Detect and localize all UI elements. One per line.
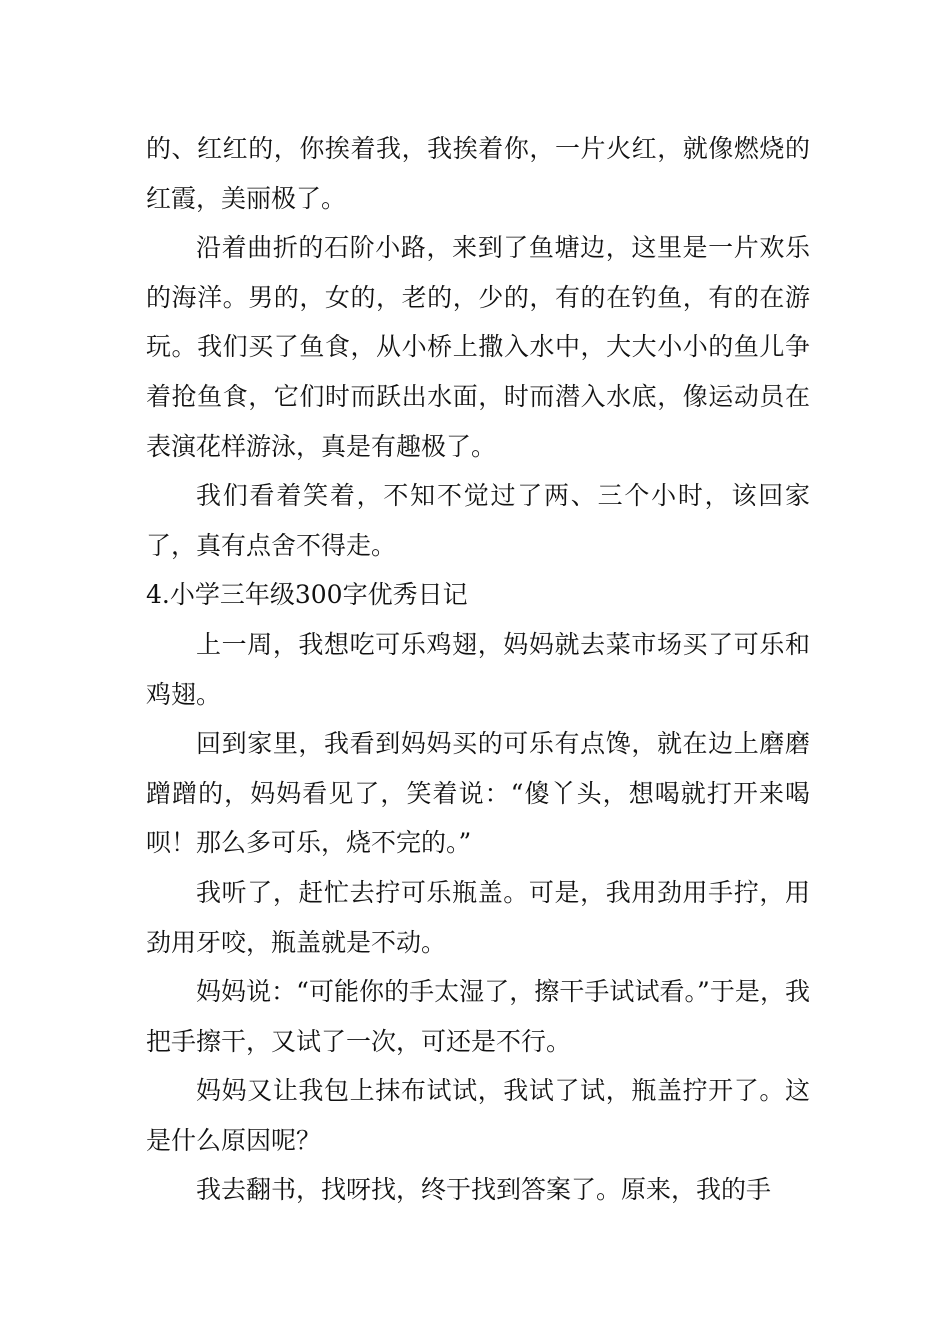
- document-body: [146, 124, 810, 1215]
- paragraph-twist-cap: 我听了，赶忙去拧可乐瓶盖。可是，我用劲用手拧，用劲用牙咬，瓶盖就是不动。: [146, 877, 810, 957]
- paragraph-last-week: 上一周，我想吃可乐鸡翅，妈妈就去菜市场买了可乐和鸡翅。: [146, 629, 810, 709]
- paragraph-going-home: 我们看着笑着，不知不觉过了两、三个小时，该回家了，真有点舍不得走。: [146, 481, 810, 560]
- paragraph-dry-hands: 妈妈说：“可能你的手太湿了，擦干手试试看。”于是，我把手擦干，又试了一次，可还是不行。: [146, 977, 810, 1056]
- paragraph-answer: 我去翻书，找呀找，终于找到答案了。原来，我的手: [196, 1175, 772, 1205]
- paragraph-back-home: 回到家里，我看到妈妈买的可乐有点馋，就在边上磨磨蹭蹭的，妈妈看见了，笑着说：“傻丫头，想喝就打开来喝呗！那么多可乐，烧不完的。”: [146, 729, 810, 858]
- paragraph-continued: 的、红红的，你挨着我，我挨着你，一片火红，就像燃烧的红霞，美丽极了。: [146, 134, 810, 213]
- paragraph-fish-pond: 沿着曲折的石阶小路，来到了鱼塘边，这里是一片欢乐的海洋。男的，女的，老的，少的，有的在钓鱼，有的在游玩。我们买了鱼食，从小桥上撒入水中，大大小小的鱼儿争着抢鱼食，它们时而跃出水面，时而潜入水底，像运动员在表演花样游泳，真是有趣极了。: [146, 233, 810, 461]
- paragraph-cloth: 妈妈又让我包上抹布试试，我试了试，瓶盖拧开了。这是什么原因呢？: [146, 1076, 810, 1155]
- section-heading: 4.小学三年级300字优秀日记: [146, 580, 468, 610]
